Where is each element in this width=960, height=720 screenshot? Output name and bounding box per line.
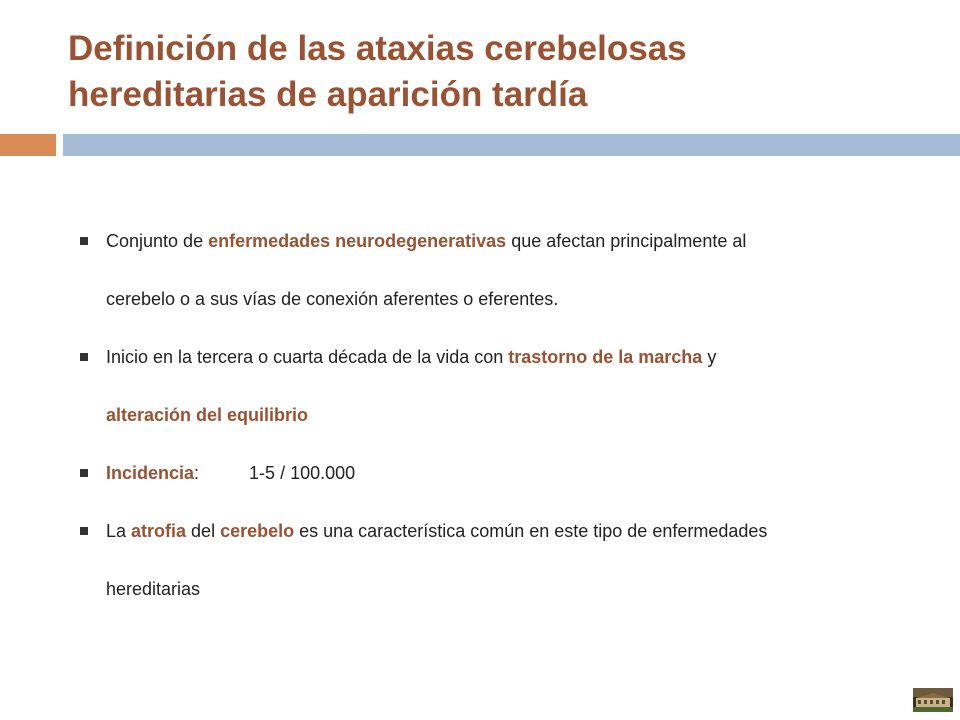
bullet-list (80, 212, 940, 618)
text: Conjunto de (106, 231, 209, 251)
highlight-text: cerebelo (220, 521, 295, 541)
square-bullet-icon (80, 469, 88, 477)
bullet-text (106, 212, 940, 270)
title-line-1: Definición de las ataxias cerebelosas (68, 29, 687, 68)
text: La (106, 521, 132, 541)
highlight-text: atrofia (131, 521, 187, 541)
highlight-text: trastorno de la marcha (508, 347, 703, 367)
accent-bar-orange (0, 134, 56, 156)
bullet-item-definition (80, 212, 940, 328)
slide-title (68, 26, 928, 118)
title-line-2: hereditarias de aparición tardía (68, 75, 588, 114)
building-thumbnail-icon (913, 688, 953, 712)
bullet-item-onset (80, 328, 940, 444)
text: que afectan principalmente al (506, 231, 747, 251)
bullet-item-atrophy (80, 502, 940, 618)
building-thumbnail-icon (913, 688, 953, 712)
bullet-text-line-2: hereditarias (106, 579, 201, 599)
bullet-item-incidence (80, 444, 940, 502)
bullet-text (106, 444, 940, 502)
text: es una característica común en este tipo de enfermedades (294, 521, 768, 541)
text: y (702, 347, 717, 367)
square-bullet-icon (80, 527, 88, 535)
text: del (186, 521, 221, 541)
highlight-text-line-2: alteración del equilibrio (106, 405, 309, 425)
incidence-value: 1-5 / 100.000 (249, 463, 356, 483)
bullet-text-line-2: cerebelo o a sus vías de conexión aferentes o eferentes. (106, 289, 559, 309)
text: Inicio en la tercera o cuarta década de la vida con (106, 347, 509, 367)
bullet-text (106, 328, 940, 386)
text: : (194, 463, 200, 483)
accent-bar-blue (63, 134, 960, 156)
highlight-text: enfermedades neurodegenerativas (208, 231, 507, 251)
highlight-text: Incidencia (106, 463, 195, 483)
square-bullet-icon (80, 353, 88, 361)
bullet-text (106, 502, 940, 560)
square-bullet-icon (80, 237, 88, 245)
